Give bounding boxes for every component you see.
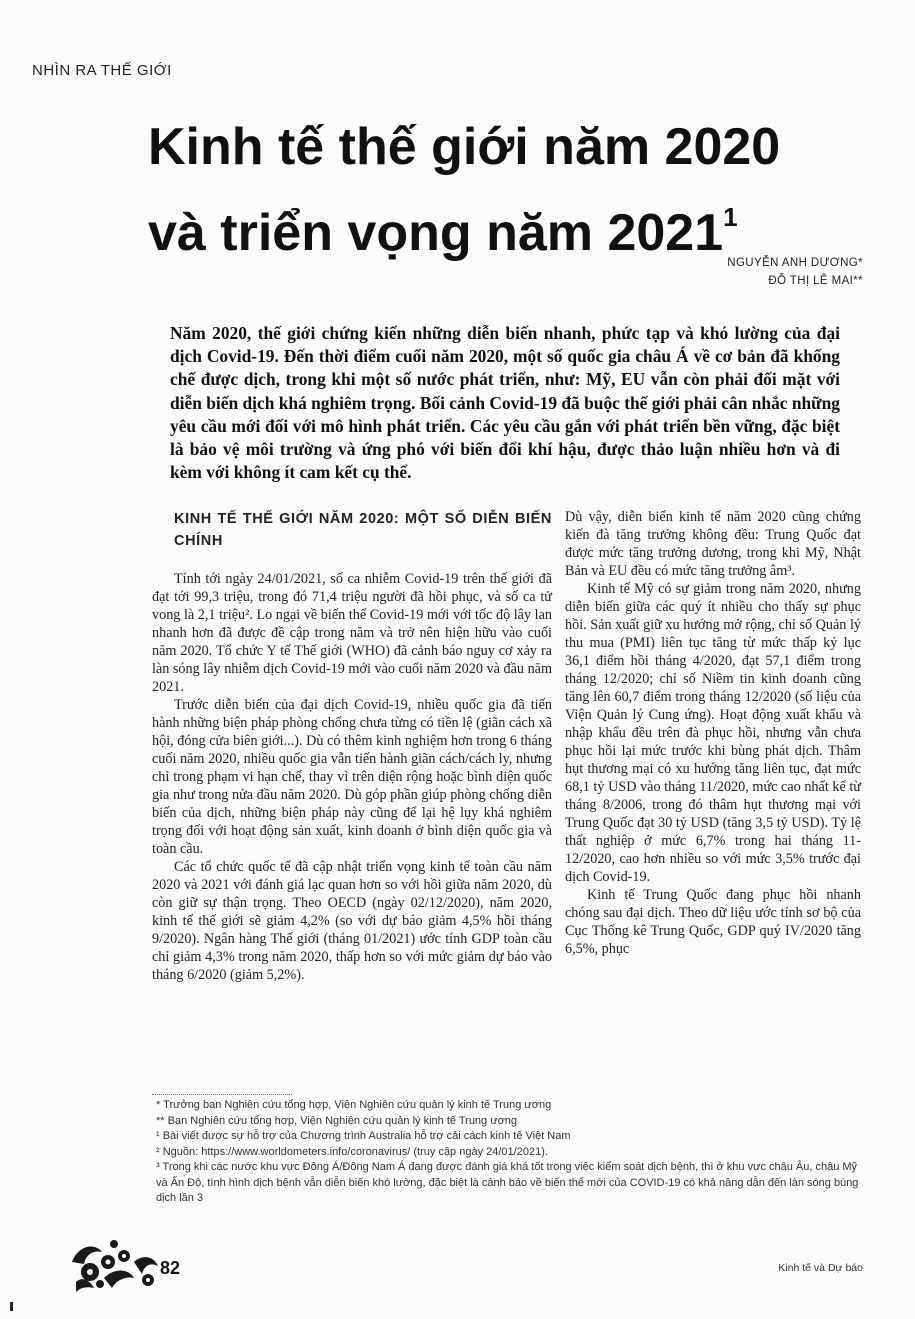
- page-number: 82: [160, 1258, 181, 1278]
- abstract: Năm 2020, thế giới chứng kiến những diễn biến nhanh, phức tạp và khó lường của đại dịch Covid-19. Đến thời điểm cuối năm 2020, một số quốc gia châu Á về cơ bản đã khống chế được dịch, trong khi một số nước phát triển, như: Mỹ, EU vẫn còn phải đối mặt với diễn biến dịch khá nghiêm trọng. Bối cảnh Covid-19 đã buộc thế giới phải cân nhắc những yêu cầu mới đối với mô hình phát triển. Các yêu cầu gắn với phát triển bền vững, đặc biệt là bảo vệ môi trường và ứng phó với biến đổi khí hậu, được thảo luận nhiều hơn và đi kèm với không ít cam kết cụ thể.: [170, 323, 840, 483]
- left-column: [152, 508, 552, 984]
- footnote: ³ Trong khi các nước khu vực Đông Á/Đông Nam Á đang được đánh giá khá tốt trong việc kiểm soát dịch bệnh, thì ở khu vực châu Âu, châu Mỹ và Ấn Độ, tình hình dịch bệnh vẫn diễn biến khó lường, đặc biệt là cảnh báo về biến thể mới của COVID-19 có khả năng dẫn đến làn sóng bùng dịch lần 3: [156, 1161, 859, 1204]
- body-paragraph: Các tổ chức quốc tế đã cập nhật triển vọng kinh tế toàn cầu năm 2020 và 2021 với đánh giá lạc quan hơn so với hồi giữa năm 2020, dù còn giữ sự thận trọng. Theo OECD (ngày 02/12/2020), năm 2020, kinh tế thế giới sẽ giảm 4,2% (so với dự báo giảm 4,5% hồi tháng 9/2020). Ngân hàng Thế giới (tháng 01/2021) ước tính GDP toàn cầu chỉ giảm 4,3% trong năm 2020, thấp hơn so với mức giảm dự báo vào tháng 6/2020 (giảm 5,2%).: [152, 859, 552, 983]
- right-column: [565, 508, 861, 958]
- footnotes: [156, 1098, 862, 1207]
- footnote: * Trưởng ban Nghiên cứu tổng hợp, Viện Nghiên cứu quản lý kinh tế Trung ương: [156, 1099, 552, 1111]
- footnote: ¹ Bài viết được sự hỗ trợ của Chương trình Australia hỗ trợ cải cách kinh tế Việt Nam: [156, 1130, 571, 1142]
- body-paragraph: Tính tới ngày 24/01/2021, số ca nhiễm Covid-19 trên thế giới đã đạt tới 99,3 triệu, trong đó 71,4 triệu người đã hồi phục, và số ca tử vong là 2,1 triệu². Lo ngại về biến thể Covid-19 mới với tốc độ lây lan nhanh hơn đã được đề cập trong năm và trở nên hiện hữu vào cuối năm 2020. Tổ chức Y tế Thế giới (WHO) đã cảnh báo nguy cơ xảy ra làn sóng lây nhiễm dịch Covid-19 mới vào cuối năm 2020 và đầu năm 2021.: [152, 571, 552, 695]
- section-heading: KINH TẾ THẾ GIỚI NĂM 2020: MỘT SỐ DIỄN BIẾN CHÍNH: [174, 511, 552, 549]
- body-paragraph: Dù vậy, diễn biến kinh tế năm 2020 cũng chứng kiến đà tăng trưởng không đều: Trung Quốc đạt được mức tăng trưởng dương, trong khi Mỹ, Nhật Bản và EU đều có mức tăng trưởng âm³.: [565, 509, 861, 579]
- section-label: NHÌN RA THẾ GIỚI: [32, 62, 172, 79]
- floral-ornament-icon: [64, 1232, 164, 1294]
- footnote-separator: [152, 1094, 292, 1095]
- author-2: ĐỖ THỊ LÊ MAI**: [768, 275, 863, 287]
- journal-name: Kinh tế và Dự báo: [778, 1262, 863, 1274]
- title-footnote-ref: 1: [723, 202, 738, 232]
- title-line-1: Kinh tế thế giới năm 2020: [148, 118, 781, 176]
- body-paragraph: Trước diễn biến của đại dịch Covid-19, nhiều quốc gia đã tiến hành những biện pháp phòng chống chưa từng có tiền lệ (giãn cách xã hội, đóng cửa biên giới...). Dù có thêm kinh nghiệm hơn trong 6 tháng cuối năm 2020, nhiều quốc gia vẫn tiến hành giãn cách/cách ly, nhưng chỉ trong phạm vi hạn chế, thay vì trên diện rộng hoặc bình diện quốc gia như trong nửa đầu năm 2020. Dù góp phần giúp phòng chống diễn biến của dịch, những biện pháp này cũng để lại hệ lụy khá nghiêm trọng đối với hoạt động sản xuất, kinh doanh ở bình diện quốc gia và toàn cầu.: [152, 697, 552, 857]
- body-paragraph: Kinh tế Trung Quốc đang phục hồi nhanh chóng sau đại dịch. Theo dữ liệu ước tính sơ bộ của Cục Thống kê Trung Quốc, GDP quý IV/2020 tăng 6,5%, phục: [565, 887, 861, 957]
- article-title: [148, 112, 868, 268]
- title-line-2: và triển vọng năm 2021: [148, 204, 724, 262]
- footnote: ² Nguồn: https://www.worldometers.info/coronavirus/ (truy cập ngày 24/01/2021).: [156, 1145, 548, 1158]
- body-paragraph: Kinh tế Mỹ có sự giảm trong năm 2020, nhưng diễn biến giữa các quý ít nhiều cho thấy sự phục hồi. Sản xuất giữ xu hướng mở rộng, chỉ số Quản lý thu mua (PMI) liên tục tăng từ mức thấp kỷ lục 36,1 điểm hồi tháng 4/2020, đạt 57,1 điểm trong tháng 12/2020; chỉ số Niềm tin kinh doanh cũng tăng lên 60,7 điểm trong tháng 12/2020 (số liệu của Viện Quản lý Cung ứng). Hoạt động xuất khẩu và nhập khẩu đều trên đà phục hồi, nhưng vẫn chưa phục hồi lại mức trước khi bùng phát dịch. Thâm hụt thương mại có xu hướng tăng liên tục, đạt mức 68,1 tỷ USD vào tháng 11/2020, mức cao nhất kể từ tháng 8/2006, trong đó thâm hụt thương mại với Trung Quốc đạt 30 tỷ USD (tăng 3,5 tỷ USD). Tỷ lệ thất nghiệp ở mức 6,7% trong hai tháng 11-12/2020, cao hơn nhiều so với mức 3,5% trước đại dịch Covid-19.: [565, 581, 861, 885]
- author-1: NGUYỄN ANH DƯƠNG*: [727, 257, 863, 269]
- author-block: [727, 254, 863, 290]
- footnote: ** Ban Nghiên cứu tổng hợp, Viện Nghiên cứu quản lý kinh tế Trung ương: [156, 1114, 518, 1127]
- scan-edge-mark: [10, 1302, 13, 1311]
